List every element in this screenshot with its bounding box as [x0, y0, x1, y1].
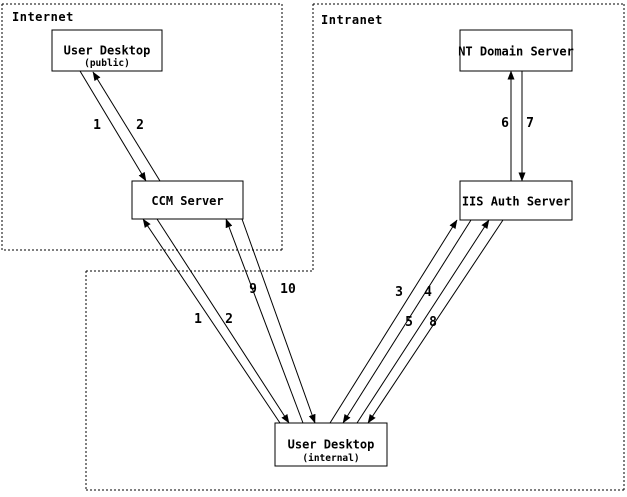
node-iis-auth-server-title: IIS Auth Server — [461, 194, 571, 209]
flow-5-arrow — [357, 220, 489, 423]
node-user-desktop-public — [52, 30, 162, 71]
flow-2-arrow — [93, 72, 160, 181]
flow-3 — [330, 220, 457, 423]
node-iis-auth-server — [460, 181, 572, 220]
zone-intranet — [313, 4, 624, 490]
flow-4-label: 4 — [424, 285, 432, 300]
flow-10 — [242, 219, 315, 423]
flow-2-label: 2 — [136, 118, 144, 133]
flow-1 — [143, 219, 280, 423]
flow-2 — [93, 72, 160, 181]
node-user-desktop-internal-title: User Desktop — [287, 437, 375, 452]
flow-1-label: 1 — [194, 312, 202, 327]
node-ccm-server — [132, 181, 243, 219]
flow-9-label: 9 — [249, 282, 257, 297]
flow-7-label: 7 — [526, 116, 534, 131]
node-nt-domain-server-title: NT Domain Server — [458, 44, 574, 59]
flow-1-arrow — [143, 219, 280, 423]
flow-5-label: 5 — [405, 315, 413, 330]
zone-internet-label: Internet — [12, 10, 74, 24]
flow-7 — [522, 71, 534, 181]
flow-10-label: 10 — [280, 282, 296, 297]
flow-6-label: 6 — [501, 116, 509, 131]
flow-6 — [501, 71, 511, 181]
flow-3-arrow — [330, 220, 457, 423]
node-ccm-server-title: CCM Server — [151, 194, 224, 208]
node-nt-domain-server — [458, 30, 574, 71]
zone-intranet-label: Intranet — [321, 13, 383, 27]
flow-10-arrow — [242, 219, 315, 423]
flow-3-label: 3 — [395, 285, 403, 300]
flow-8-label: 8 — [429, 315, 437, 330]
node-user-desktop-public-title: User Desktop — [63, 43, 151, 58]
flow-1-label: 1 — [93, 118, 101, 133]
node-user-desktop-internal-subtitle: (internal) — [302, 453, 360, 464]
node-user-desktop-public-subtitle: (public) — [84, 58, 130, 69]
flow-2-label: 2 — [225, 312, 233, 327]
flows-layer — [80, 71, 534, 423]
node-user-desktop-internal — [275, 423, 387, 466]
flow-8 — [368, 220, 503, 423]
flow-5 — [357, 220, 489, 423]
